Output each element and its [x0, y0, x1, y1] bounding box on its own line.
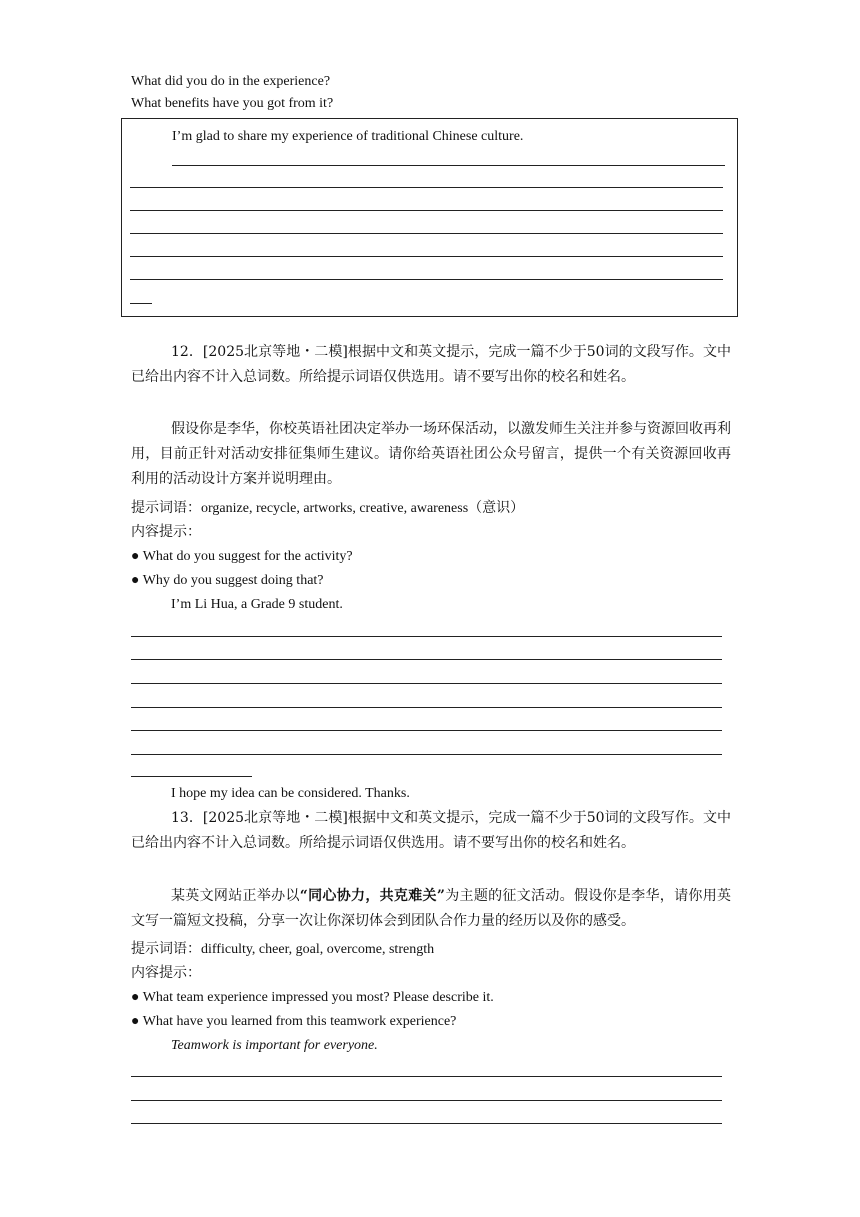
- q12-answer-line[interactable]: [131, 636, 722, 637]
- q13-header: [131, 806, 731, 856]
- q11-answer-line[interactable]: [172, 165, 725, 166]
- q11-prompt-2: What benefits have you got from it?: [131, 96, 334, 111]
- q12-answer-line[interactable]: [131, 659, 722, 660]
- q12-closing-wrap: [131, 783, 731, 805]
- q11-box-intro: I’m glad to share my experience of traditional Chinese culture.: [172, 129, 524, 144]
- q13-theme: “同心协力，共克难关”: [299, 888, 445, 904]
- q12-header: [131, 340, 731, 390]
- q13-bullet-2: ● What have you learned from this teamwork experience?: [131, 1014, 457, 1029]
- q11-prompts: [131, 71, 731, 115]
- q12-bullet-2: ● Why do you suggest doing that?: [131, 573, 324, 588]
- q12-answer-line[interactable]: [131, 730, 722, 731]
- q13-answer-line[interactable]: [131, 1076, 722, 1077]
- q13-answer-line[interactable]: [131, 1123, 722, 1124]
- q13-header-text: 13．[2025北京等地・二模]根据中文和英文提示，完成一篇不少于50词的文段写作。文中已给出内容不计入总词数。所给提示词语仅供选用。请不要写出你的校名和姓名。: [131, 810, 731, 851]
- q12-keywords-label: 提示词语：: [131, 500, 201, 516]
- q12-prompts: [131, 497, 731, 617]
- q12-answer-line[interactable]: [131, 683, 722, 684]
- q13-opening: Teamwork is important for everyone.: [171, 1038, 378, 1053]
- q11-answer-line[interactable]: [130, 279, 723, 280]
- q13-scenario: [131, 884, 731, 934]
- q11-answer-line[interactable]: [130, 303, 152, 304]
- q12-scenario-text: 假设你是李华，你校英语社团决定举办一场环保活动，以激发师生关注并参与资源回收再利用，目前正针对活动安排征集师生建议。请你给英语社团公众号留言，提供一个有关资源回收再利用的活动设计方案并说明理由。: [131, 421, 731, 487]
- q11-answer-line[interactable]: [130, 233, 723, 234]
- q13-prompts: [131, 938, 731, 1058]
- q11-answer-box: [121, 118, 738, 317]
- q12-scenario: [131, 417, 731, 492]
- q12-answer-line[interactable]: [131, 776, 252, 777]
- q12-opening: I’m Li Hua, a Grade 9 student.: [171, 597, 343, 612]
- q12-answer-line[interactable]: [131, 707, 722, 708]
- q11-answer-line[interactable]: [130, 256, 723, 257]
- q12-content-label: 内容提示：: [131, 524, 201, 540]
- q12-bullet-1: ● What do you suggest for the activity?: [131, 549, 353, 564]
- q11-prompt-1: What did you do in the experience?: [131, 74, 331, 89]
- q13-answer-line[interactable]: [131, 1100, 722, 1101]
- q11-answer-line[interactable]: [130, 210, 723, 211]
- q11-answer-line[interactable]: [130, 187, 723, 188]
- q12-keywords: organize, recycle, artworks, creative, awareness（意识）: [201, 501, 525, 516]
- q13-bullet-1: ● What team experience impressed you most? Please describe it.: [131, 990, 494, 1005]
- q13-keywords: difficulty, cheer, goal, overcome, strength: [201, 942, 435, 957]
- q13-keywords-label: 提示词语：: [131, 941, 201, 957]
- q12-header-text: 12．[2025北京等地・二模]根据中文和英文提示，完成一篇不少于50词的文段写作。文中已给出内容不计入总词数。所给提示词语仅供选用。请不要写出你的校名和姓名。: [131, 344, 731, 385]
- q13-scenario-post: 为主题的征文活动。假设你是李华，请你用英文写一篇短文投稿，分享一次让你深切体会到团队合作力量的经历以及你的感受。: [131, 888, 732, 929]
- q13-content-label: 内容提示：: [131, 965, 201, 981]
- q12-closing: I hope my idea can be considered. Thanks.: [171, 786, 410, 801]
- q12-answer-line[interactable]: [131, 754, 722, 755]
- q13-scenario-pre: 某英文网站正举办以: [171, 888, 300, 904]
